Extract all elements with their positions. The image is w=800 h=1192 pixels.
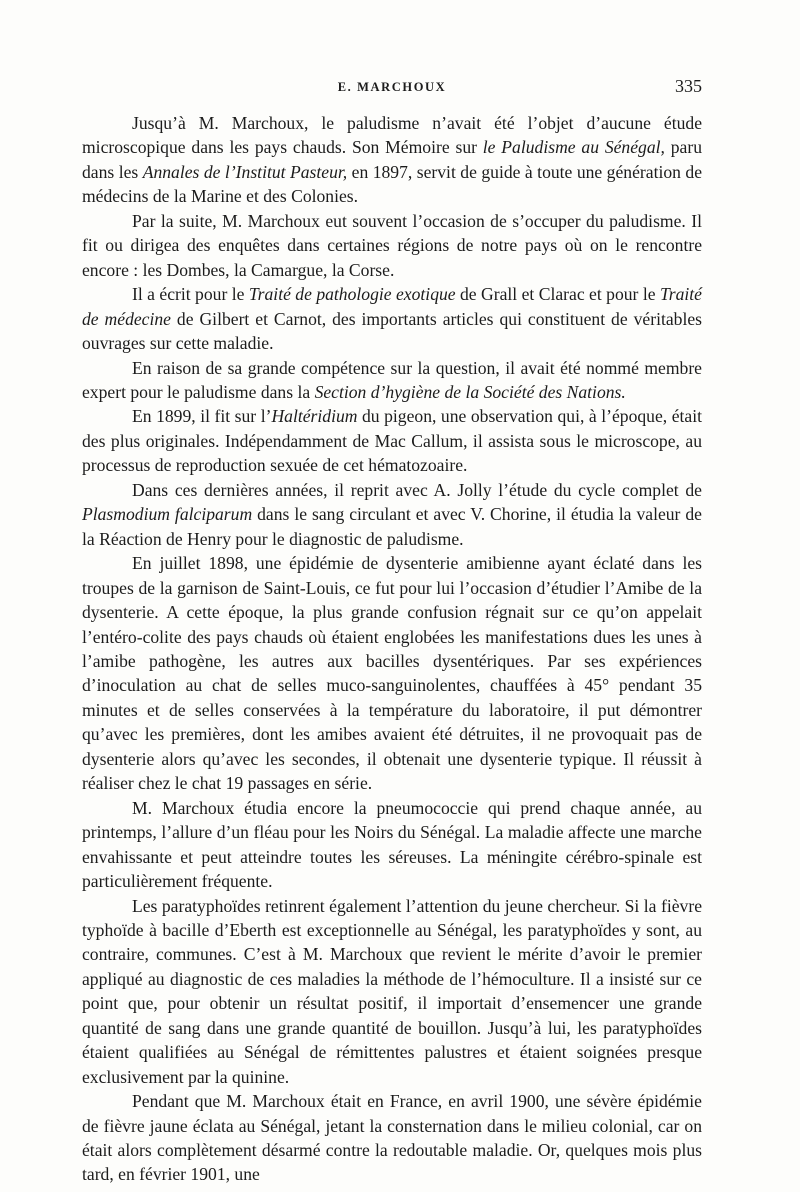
paragraph-4: [82, 356, 702, 405]
paragraph-3-text-c: de Grall et Clarac et pour le: [455, 284, 660, 305]
body-text: [82, 111, 702, 1187]
paragraph-9: [82, 894, 702, 1090]
page-number: 335: [675, 76, 702, 96]
paragraph-5-text-c: du pigeon, une observation qui, à l’époque, était des plus originales. Indépendamment de Mac Callum, il assista sous le microscope, au processus de reproduction sexuée de cet hématozoaire.: [82, 406, 702, 476]
paragraph-6-italic-b: Plasmodium falciparum: [82, 504, 253, 525]
paragraph-1-italic-d: Annales de l’Institut Pasteur,: [142, 161, 348, 182]
paragraph-5: [82, 404, 702, 477]
paragraph-7-text-a: En juillet 1898, une épidémie de dysenterie amibienne ayant éclaté dans les troupes de la garnison de Saint-Louis, ce fut pour lui l’occasion d’étudier l’Amibe de la dysenterie. A cette époque, la plus grande confusion régnait sur ce qu’on appelait l’entéro-colite des pays chauds où étaient englobées les manifestations dues les unes à l’amibe pathogène, les autres aux bacilles dysentériques. Par ses expériences d’inoculation au chat de selles muco-sanguinolentes, chauffées à 45° pendant 35 minutes et de selles conservées à la température du laboratoire, il put démontrer qu’avec les premières, dont les amibes avaient été détruites, il ne provoquait pas de dysenterie alors qu’avec les secondes, il obtenait une dysenterie typique. Il réussit à réaliser chez le chat 19 passages en série.: [82, 553, 702, 794]
paragraph-5-italic-b: Haltéridium: [271, 406, 358, 427]
running-head: [82, 76, 702, 98]
paragraph-1-text-c: paru dans les: [82, 137, 703, 182]
paragraph-2: [82, 209, 702, 282]
paragraph-6-text-a: Dans ces dernières années, il reprit avec A. Jolly l’étude du cycle complet de: [132, 479, 702, 500]
paragraph-10: [82, 1089, 702, 1187]
paragraph-7: [82, 551, 702, 796]
paragraph-3-text-a: Il a écrit pour le: [132, 284, 249, 305]
paragraph-1-text-e: en 1897, servit de guide à toute une génération de médecins de la Marine et des Colonies.: [82, 161, 702, 207]
paragraph-2-text-a: Par la suite, M. Marchoux eut souvent l’occasion de s’occuper du paludisme. Il fit ou dirigea des enquêtes dans certaines régions de notre pays où on le rencontre encore : les Dombes, la Camargue, la Corse.: [82, 210, 702, 280]
paragraph-5-text-a: En 1899, il fit sur l’: [132, 406, 272, 427]
paragraph-1-text-a: Jusqu’à M. Marchoux, le paludisme n’avait été l’objet d’aucune étude microscopique dans les pays chauds. Son Mémoire sur: [82, 113, 702, 158]
running-head-author: E. MARCHOUX: [337, 80, 447, 94]
paragraph-4-text-a: En raison de sa grande compétence sur la question, il avait été nommé membre expert pour le paludisme dans la: [82, 357, 702, 402]
paragraph-10-text-a: Pendant que M. Marchoux était en France, en avril 1900, une sévère épidémie de fièvre jaune éclata au Sénégal, jetant la consternation dans le milieu colonial, car on était alors complètement désarmé contre la redoutable maladie. Or, quelques mois plus tard, en février 1901, une: [82, 1091, 702, 1185]
paragraph-3-text-e: de Gilbert et Carnot, des importants articles qui constituent de véritables ouvrages sur cette maladie.: [82, 308, 702, 354]
paragraph-3-italic-d: Traité de médecine: [82, 284, 702, 329]
paragraph-8-text-a: M. Marchoux étudia encore la pneumococcie qui prend chaque année, au printemps, l’allure d’un fléau pour les Noirs du Sénégal. La maladie affecte une marche envahissante et peut atteindre toutes les séreuses. La méningite cérébro-spinale est particulièrement fréquente.: [82, 797, 702, 892]
paragraph-8: [82, 796, 702, 894]
paragraph-3-italic-b: Traité de pathologie exotique: [248, 284, 456, 305]
paragraph-1-italic-b: le Paludisme au Sénégal,: [482, 137, 665, 158]
paragraph-6-text-c: dans le sang circulant et avec V. Chorine, il étudia la valeur de la Réaction de Henry pour le diagnostic de paludisme.: [82, 504, 702, 549]
paragraph-4-italic-b: Section d’hygiène de la Société des Nations.: [314, 381, 626, 402]
paragraph-3: [82, 282, 702, 355]
paragraph-1: [82, 111, 702, 209]
paragraph-6: [82, 478, 702, 551]
paragraph-9-text-a: Les paratyphoïdes retinrent également l’attention du jeune chercheur. Si la fièvre typhoïde à bacille d’Eberth est exceptionnelle au Sénégal, les paratyphoïdes y sont, au contraire, communes. C’est à M. Marchoux que revient le mérite d’avoir le premier appliqué au diagnostic de ces maladies la méthode de l’hémoculture. Il a insisté sur ce point que, pour obtenir un résultat positif, il importait d’ensemencer une grande quantité de sang dans une grande quantité de bouillon. Jusqu’à lui, les paratyphoïdes étaient qualifiées au Sénégal de rémittentes palustres et étaient soignées presque exclusivement par la quinine.: [82, 895, 702, 1087]
